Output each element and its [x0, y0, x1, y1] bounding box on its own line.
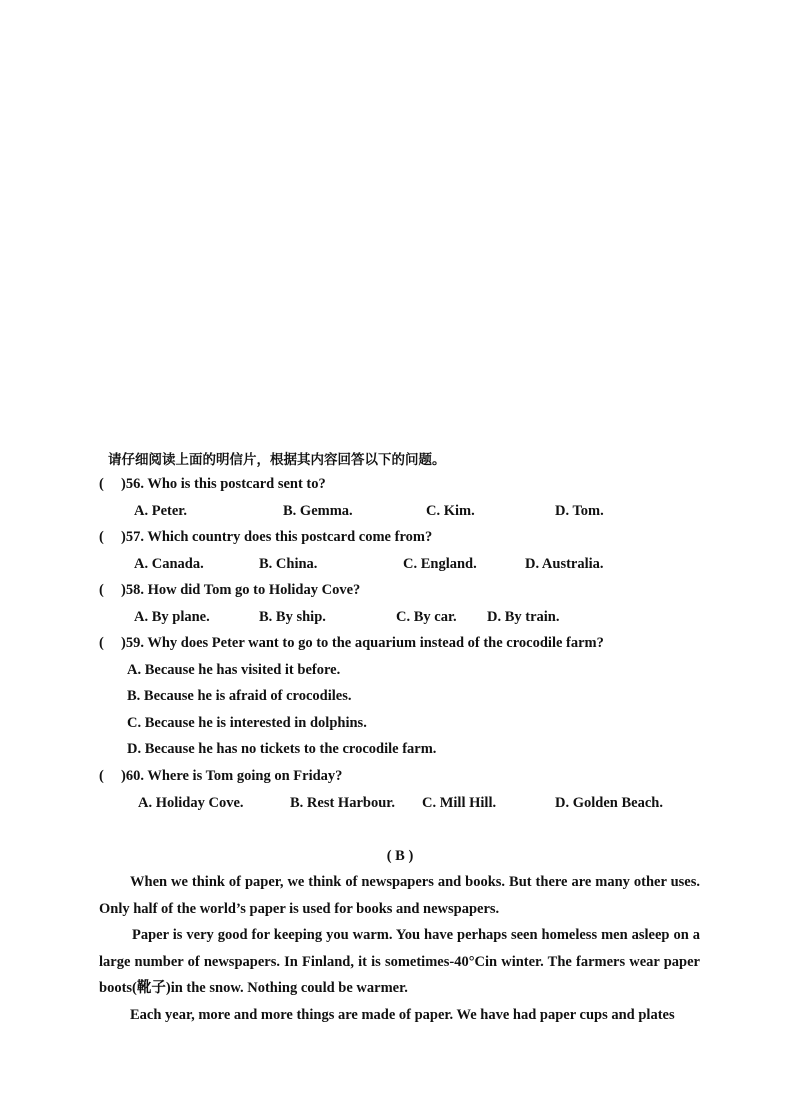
passage-paragraph-2: Paper is very good for keeping you warm. You have perhaps seen homeless men asleep on a large number of newspapers. In Finland, it is sometimes-40°Cin winter. The farmers wear paper boots(靴子)in the snow. Nothing could be warmer.	[99, 927, 700, 997]
question-60: )60. Where is Tom going on Friday?	[121, 768, 343, 784]
option-60-a: A. Holiday Cove.	[138, 795, 244, 811]
answer-bracket-59: (	[99, 635, 104, 651]
passage-paragraph-3: Each year, more and more things are made of paper. We have had paper cups and plates	[130, 1007, 675, 1023]
question-59: )59. Why does Peter want to go to the aquarium instead of the crocodile farm?	[121, 635, 604, 651]
option-58-d: D. By train.	[487, 609, 560, 625]
answer-bracket-57: (	[99, 529, 104, 545]
option-56-a: A. Peter.	[134, 503, 188, 519]
question-58: )58. How did Tom go to Holiday Cove?	[121, 582, 361, 598]
question-56: )56. Who is this postcard sent to?	[121, 476, 326, 492]
option-58-b: B. By ship.	[259, 609, 326, 625]
section-title: ( B )	[386, 848, 414, 864]
option-58-c: C. By car.	[396, 609, 457, 625]
option-58-a: A. By plane.	[134, 609, 210, 625]
instruction-text: 请仔细阅读上面的明信片，根据其内容回答以下的问题。	[108, 452, 446, 468]
option-56-d: D. Tom.	[555, 503, 604, 519]
answer-bracket-58: (	[99, 582, 104, 598]
option-57-b: B. China.	[259, 556, 318, 572]
option-59-d: D. Because he has no tickets to the crocodile farm.	[127, 741, 437, 757]
option-59-c: C. Because he is interested in dolphins.	[127, 715, 367, 731]
option-57-a: A. Canada.	[134, 556, 204, 572]
option-59-a: A. Because he has visited it before.	[127, 662, 341, 678]
option-59-b: B. Because he is afraid of crocodiles.	[127, 688, 352, 704]
option-57-d: D. Australia.	[525, 556, 604, 572]
answer-bracket-60: (	[99, 768, 104, 784]
option-60-c: C. Mill Hill.	[422, 795, 497, 811]
option-60-d: D. Golden Beach.	[555, 795, 663, 811]
option-56-b: B. Gemma.	[283, 503, 353, 519]
passage-paragraph-1: When we think of paper, we think of newspapers and books. But there are many other uses. Only half of the world’s paper is used for books and newspapers.	[99, 874, 700, 917]
answer-bracket-56: (	[99, 476, 104, 492]
option-57-c: C. England.	[403, 556, 477, 572]
option-56-c: C. Kim.	[426, 503, 475, 519]
option-60-b: B. Rest Harbour.	[290, 795, 395, 811]
question-57: )57. Which country does this postcard come from?	[121, 529, 433, 545]
